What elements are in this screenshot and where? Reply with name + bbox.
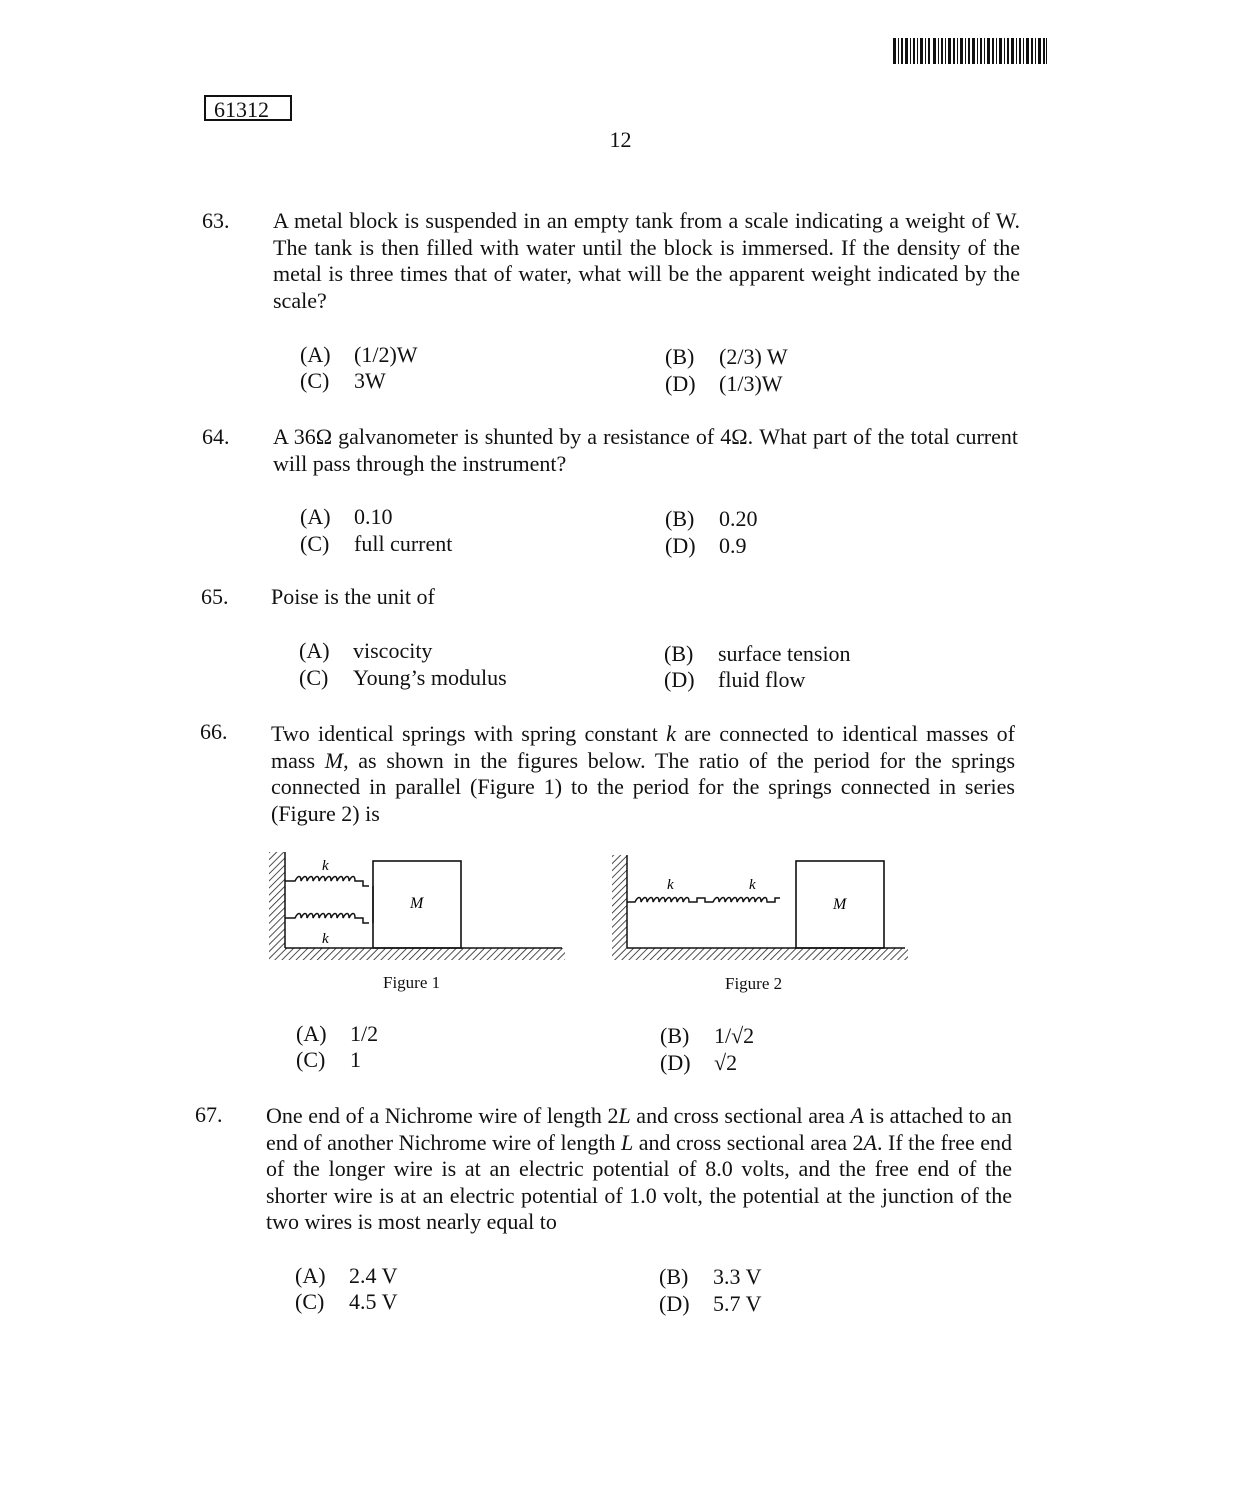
paper-code: 61312 [204, 95, 292, 121]
question-text: A 36Ω galvanometer is shunted by a resistance of 4Ω. What part of the total current will pass through the instrument? [273, 424, 1018, 476]
option-value: √2 [714, 1050, 738, 1075]
figure-1-diagram [266, 848, 568, 968]
option-label: (B) [664, 641, 694, 666]
question-number: 67. [195, 1102, 223, 1127]
option-value: 4.5 V [349, 1289, 398, 1314]
option-label: (C) [300, 368, 330, 393]
option-b [660, 1022, 754, 1049]
spring-upper [285, 877, 369, 887]
question-number: 64. [202, 424, 230, 449]
option-label: (D) [664, 667, 695, 692]
option-a [299, 637, 432, 664]
option-label: (B) [660, 1023, 690, 1048]
option-value: Young’s modulus [353, 665, 507, 690]
barcode-image [893, 38, 1047, 64]
question-text: A metal block is suspended in an empty tank from a scale indicating a weight of W. The tank is then filled with water until the block is immersed. If the density of the metal is three times that of water, what will be the apparent weight indicated by the scale? [273, 208, 1020, 313]
question-number: 66. [200, 719, 228, 744]
option-a [300, 341, 418, 368]
mass-label: M [410, 895, 424, 912]
option-value: (1/2)W [354, 342, 418, 367]
option-b [659, 1263, 762, 1290]
figure-2-diagram [609, 852, 911, 970]
question-text: Poise is the unit of [271, 584, 435, 609]
spring-label: k [667, 877, 674, 893]
option-d [665, 370, 783, 397]
option-value: 0.9 [719, 533, 747, 558]
option-b [665, 343, 788, 370]
option-a [296, 1020, 378, 1047]
floor-hatching [612, 948, 908, 960]
wall-hatching [269, 852, 285, 948]
option-value: surface tension [718, 641, 851, 666]
option-a [300, 503, 393, 530]
option-value: (1/3)W [719, 371, 783, 396]
option-c [300, 367, 386, 394]
option-label: (D) [665, 371, 696, 396]
option-b [664, 640, 851, 667]
option-b [665, 505, 758, 532]
option-value: 0.20 [719, 506, 758, 531]
option-d [660, 1049, 737, 1076]
option-value: 0.10 [354, 504, 393, 529]
wall-hatching [612, 855, 627, 948]
option-value: (2/3) W [719, 344, 788, 369]
option-c [295, 1288, 398, 1315]
mass-label: M [833, 896, 847, 913]
question-number: 63. [202, 208, 230, 233]
option-label: (C) [295, 1289, 325, 1314]
option-label: (A) [299, 638, 330, 663]
option-label: (C) [300, 531, 330, 556]
spring-label: k [322, 931, 329, 947]
figure-2-caption: Figure 2 [725, 974, 783, 993]
question-text: Two identical springs with spring constant k are connected to identical masses of mass M, as shown in the figures below. The ratio of the period for the springs connected in parallel (Figure 1) to the period for the springs connected in series (Figure 2) is [271, 721, 1016, 826]
option-value: 3.3 V [713, 1264, 762, 1289]
figure-1-caption: Figure 1 [383, 973, 441, 992]
spring-label: k [322, 858, 329, 874]
option-c [296, 1046, 361, 1073]
question-text: One end of a Nichrome wire of length 2L and cross sectional area A is attached to an end of another Nichrome wire of length L and cross sectional area 2A. If the free end of the longer wire is at an electric potential of 8.0 volts, and the free end of the shorter wire is at an electric potential of 1.0 volt, the potential at the junction of the two wires is most nearly equal to [266, 1103, 1012, 1234]
option-label: (D) [665, 533, 696, 558]
option-value: 3W [354, 368, 386, 393]
option-label: (A) [296, 1021, 327, 1046]
option-c [299, 664, 507, 691]
floor-hatching [269, 948, 565, 960]
question-number: 65. [201, 584, 229, 609]
spring-lower [285, 914, 369, 924]
option-label: (A) [300, 342, 331, 367]
option-label: (A) [300, 504, 331, 529]
option-label: (D) [660, 1050, 691, 1075]
option-value: 1 [350, 1047, 361, 1072]
option-label: (D) [659, 1291, 690, 1316]
option-d [659, 1290, 762, 1317]
option-value: 1/2 [350, 1021, 379, 1046]
option-value: full current [354, 531, 453, 556]
option-c [300, 530, 452, 557]
option-a [295, 1262, 398, 1289]
option-value: viscocity [353, 638, 433, 663]
option-value: 2.4 V [349, 1263, 398, 1288]
option-label: (C) [299, 665, 329, 690]
option-label: (B) [665, 344, 695, 369]
option-label: (B) [665, 506, 695, 531]
spring-label: k [749, 877, 756, 893]
option-value: 1/√2 [714, 1023, 755, 1048]
page-number: 12 [609, 127, 632, 152]
option-d [665, 532, 747, 559]
spring-series [627, 898, 780, 903]
option-value: 5.7 V [713, 1291, 762, 1316]
option-label: (A) [295, 1263, 326, 1288]
option-label: (C) [296, 1047, 326, 1072]
option-value: fluid flow [718, 667, 806, 692]
option-label: (B) [659, 1264, 689, 1289]
option-d [664, 666, 805, 693]
